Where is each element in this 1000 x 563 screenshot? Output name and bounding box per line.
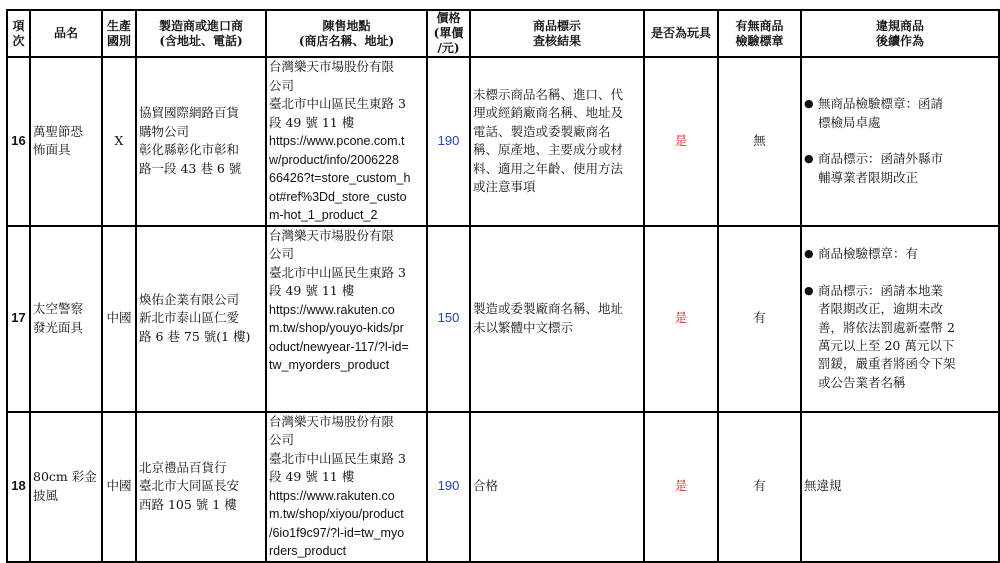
inspection-table [6,9,1000,563]
header-is-toy: 是否為玩具 [644,10,718,57]
header-name: 品名 [30,10,102,57]
follow-up [801,57,999,226]
follow-up-item: ● 商品標示：函請外縣市 輔導業者限期改正 [818,150,996,187]
follow-up-item: ● 無商品檢驗標章：函請 標檢局卓處 [818,95,996,132]
item-no: 16 [7,57,30,226]
item-no: 18 [7,412,30,562]
price: 190 [427,412,470,562]
store-url[interactable]: https://www.rakuten.co m.tw/shop/youyo-kids/pr oduct/newyear-117/?l-id= tw_myorders_product [269,302,409,372]
follow-up [801,226,999,412]
inspection-mark: 有 [718,412,801,562]
product-name: 80cm 彩金 披風 [30,412,102,562]
origin: 中國 [102,226,136,412]
header-price: 價格 (單價 /元) [427,10,470,57]
product-name: 萬聖節恐 怖面具 [30,57,102,226]
store-url[interactable]: https://www.rakuten.co m.tw/shop/xiyou/product /6io1f9c97/?l-id=tw_myo rders_product [269,488,405,559]
store [266,226,427,412]
store-url[interactable]: https://www.pcone.com.t w/product/info/2006228 66426?t=store_custom_h ot#ref%3Dd_store_custo m-hot_1_product_2 [269,134,411,222]
manufacturer: 協貿國際網路百貨 購物公司 彰化縣彰化市彰和 路一段 43 巷 6 號 [136,57,266,226]
header-inspection-mark: 有無商品 檢驗標章 [718,10,801,57]
price: 190 [427,57,470,226]
header-row [7,10,999,57]
label-result: 未標示商品名稱、進口、代 理或經銷廠商名稱、地址及 電話、製造或委製廠商名 稱、原產地、主要成分或材 料、適用之年齡、使用方法 或注意事項 [470,57,644,226]
is-toy: 是 [644,226,718,412]
manufacturer: 北京禮品百貨行 臺北市大同區長安 西路 105 號 1 樓 [136,412,266,562]
store-name: 台灣樂天市場股份有限 公司 臺北市中山區民生東路 3 段 49 號 11 樓 [269,59,406,130]
follow-up-item: ● 商品標示：函請本地業 者限期改正，逾期未改 善，將依法罰處新臺幣 2 萬元以上至 20 萬元以下 罰鍰，嚴重者將函令下架 或公告業者名稱 [818,282,996,392]
store [266,412,427,562]
header-store: 陳售地點 (商店名稱、地址) [266,10,427,57]
header-origin: 生產 國別 [102,10,136,57]
table-row [7,57,999,226]
origin: X [102,57,136,226]
inspection-mark: 無 [718,57,801,226]
follow-up-item: ● 商品檢驗標章：有 [818,245,996,263]
header-follow-up: 違規商品 後續作為 [801,10,999,57]
store-name: 台灣樂天市場股份有限 公司 臺北市中山區民生東路 3 段 49 號 11 樓 [269,413,406,485]
inspection-mark: 有 [718,226,801,412]
product-name: 太空警察 發光面具 [30,226,102,412]
label-result: 合格 [470,412,644,562]
item-no: 17 [7,226,30,412]
table-row [7,226,999,412]
store [266,57,427,226]
label-result: 製造或委製廠商名稱、地址 未以繁體中文標示 [470,226,644,412]
is-toy: 是 [644,57,718,226]
is-toy: 是 [644,412,718,562]
header-manufacturer: 製造商或進口商 (含地址、電話) [136,10,266,57]
table-row [7,412,999,562]
header-label-result: 商品標示 查核結果 [470,10,644,57]
header-item-no: 項 次 [7,10,30,57]
follow-up: 無違規 [801,412,999,562]
price: 150 [427,226,470,412]
store-name: 台灣樂天市場股份有限 公司 臺北市中山區民生東路 3 段 49 號 11 樓 [269,227,406,298]
manufacturer: 煥佑企業有限公司 新北市泰山區仁愛 路 6 巷 75 號(1 樓) [136,226,266,412]
origin: 中國 [102,412,136,562]
